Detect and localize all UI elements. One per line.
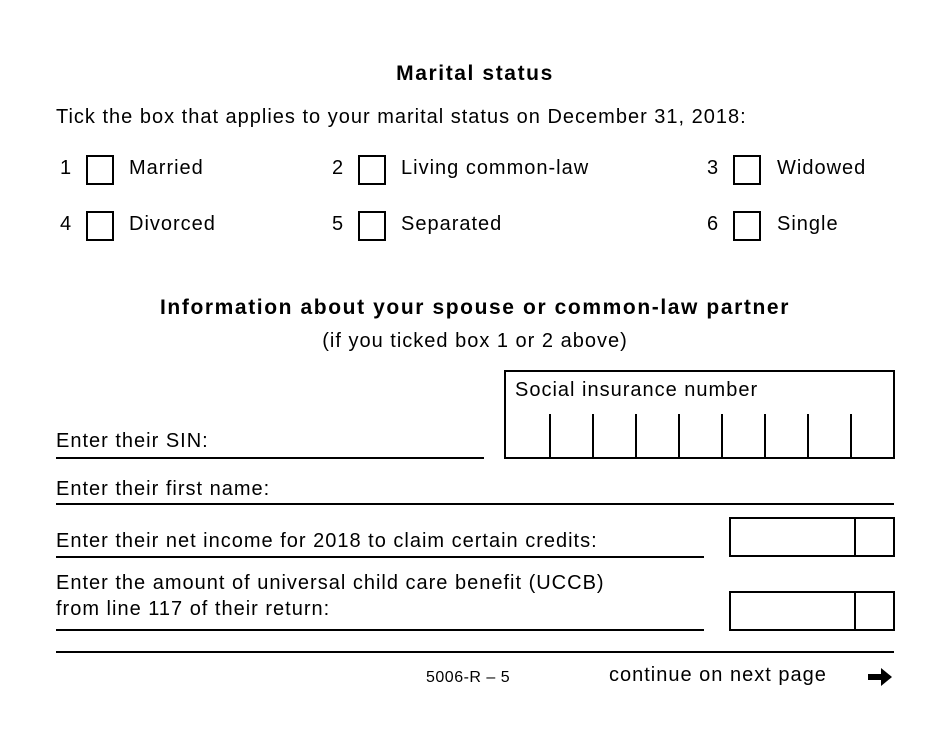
option-label-married: Married	[129, 157, 204, 179]
sin-digit-cell[interactable]	[635, 414, 678, 457]
uccb-underline	[56, 629, 704, 631]
option-number-6: 6	[707, 213, 720, 235]
net-income-underline	[56, 556, 704, 558]
checkbox-single[interactable]	[733, 211, 761, 241]
arrow-right-icon	[866, 666, 894, 688]
sin-digit-cell[interactable]	[592, 414, 635, 457]
first-name-field[interactable]	[56, 503, 894, 505]
net-income-cents-divider	[854, 517, 856, 557]
spouse-info-subheading: (if you ticked box 1 or 2 above)	[322, 330, 628, 352]
continue-text: continue on next page	[609, 664, 827, 686]
option-number-2: 2	[332, 157, 345, 179]
uccb-amount-field[interactable]	[729, 591, 895, 631]
sin-digit-cell[interactable]	[764, 414, 807, 457]
sin-digit-cell[interactable]	[850, 414, 893, 457]
footer-rule	[56, 651, 894, 653]
sin-digit-cell[interactable]	[678, 414, 721, 457]
checkbox-living-common-law[interactable]	[358, 155, 386, 185]
option-number-1: 1	[60, 157, 73, 179]
checkbox-divorced[interactable]	[86, 211, 114, 241]
uccb-prompt-line1: Enter the amount of universal child care benefit (UCCB)	[56, 572, 605, 594]
sin-digit-cell[interactable]	[807, 414, 850, 457]
option-label-single: Single	[777, 213, 839, 235]
option-number-5: 5	[332, 213, 345, 235]
sin-box-label: Social insurance number	[515, 379, 759, 401]
option-number-4: 4	[60, 213, 73, 235]
spouse-info-heading: Information about your spouse or common-law partner	[160, 296, 790, 319]
sin-prompt: Enter their SIN:	[56, 430, 209, 452]
sin-prompt-underline	[56, 457, 484, 459]
option-label-widowed: Widowed	[777, 157, 867, 179]
marital-status-instruction: Tick the box that applies to your marital status on December 31, 2018:	[56, 106, 747, 128]
option-number-3: 3	[707, 157, 720, 179]
form-code: 5006-R – 5	[426, 669, 511, 686]
net-income-prompt: Enter their net income for 2018 to claim certain credits:	[56, 530, 598, 552]
option-label-divorced: Divorced	[129, 213, 216, 235]
checkbox-married[interactable]	[86, 155, 114, 185]
sin-digit-cell[interactable]	[549, 414, 592, 457]
option-label-living-common-law: Living common-law	[401, 157, 590, 179]
sin-digit-cell[interactable]	[721, 414, 764, 457]
option-label-separated: Separated	[401, 213, 503, 235]
uccb-prompt-line2: from line 117 of their return:	[56, 598, 331, 620]
sin-digit-cell[interactable]	[506, 414, 549, 457]
checkbox-separated[interactable]	[358, 211, 386, 241]
marital-status-heading: Marital status	[396, 62, 554, 85]
net-income-amount-field[interactable]	[729, 517, 895, 557]
checkbox-widowed[interactable]	[733, 155, 761, 185]
uccb-cents-divider	[854, 591, 856, 631]
first-name-prompt: Enter their first name:	[56, 478, 271, 500]
